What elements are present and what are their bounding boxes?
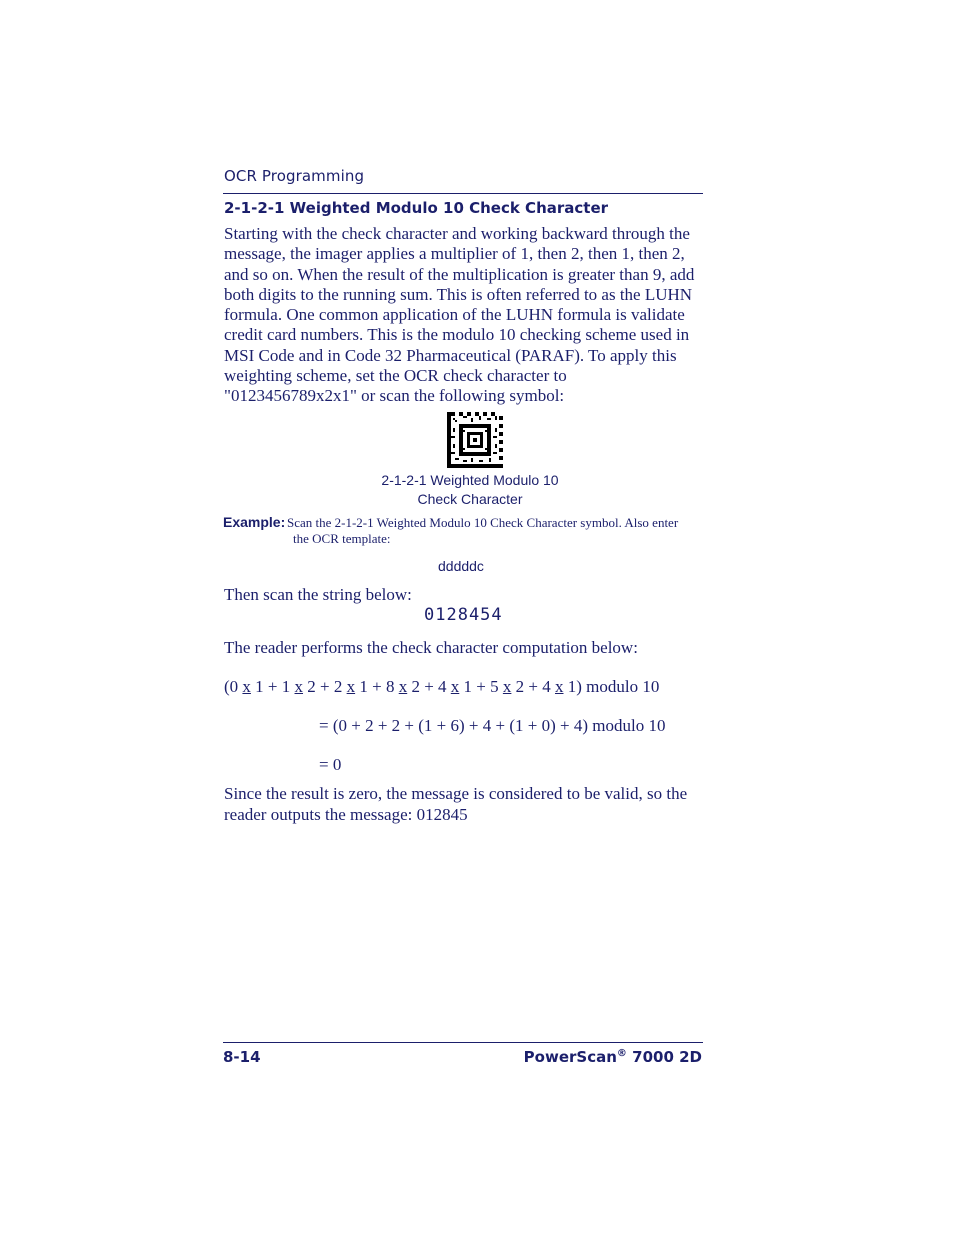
equation-line-3: = 0 xyxy=(319,755,342,774)
equation-line-1: (0 x 1 + 1 x 2 + 2 x 1 + 8 x 2 + 4 x 1 + 5 x 2 + 4 x 1) modulo 10 xyxy=(224,677,660,696)
example-text-line1: Scan the 2-1-2-1 Weighted Modulo 10 Check Character symbol. Also enter xyxy=(287,515,679,530)
barcode-caption xyxy=(370,471,570,509)
conclusion-paragraph: Since the result is zero, the message is considered to be valid, so the reader outputs the message: 012845 xyxy=(224,784,688,824)
footer-rule xyxy=(223,1042,703,1043)
page-number: 8-14 xyxy=(223,1048,261,1066)
datamatrix-barcode xyxy=(447,412,503,468)
ocr-template-value: dddddc xyxy=(438,558,484,574)
header-rule xyxy=(223,193,703,194)
product-name: PowerScan® 7000 2D xyxy=(523,1048,702,1066)
body-paragraph: Starting with the check character and working backward through the message, the imager applies a multiplier of 1, then 2, then 1, then 2, and so on. When the result of the multiplication is greater than 9, add both digits to the running sum. This is often referred to as the LUHN formula. One common application of the LUHN formula is validate credit card numbers. This is the modulo 10 checking scheme used in MSI Code and in Code 32 Pharmaceutical (PARAF). To apply this weighting scheme, set the OCR check character to "0123456789x2x1" or scan the following symbol: xyxy=(224,224,695,406)
running-header: OCR Programming xyxy=(224,167,365,185)
ocr-scan-string: 0128454 xyxy=(424,605,503,625)
barcode-caption-line1: 2-1-2-1 Weighted Modulo 10 xyxy=(381,472,559,488)
computation-intro: The reader performs the check character computation below: xyxy=(224,638,638,657)
example-text-line2: the OCR template: xyxy=(293,531,391,546)
example-text xyxy=(287,515,703,547)
equation-line-2: = (0 + 2 + 2 + (1 + 6) + 4 + (1 + 0) + 4) modulo 10 xyxy=(319,716,666,735)
barcode-caption-line2: Check Character xyxy=(417,491,523,507)
then-scan-text: Then scan the string below: xyxy=(224,585,412,604)
example-label: Example: xyxy=(223,514,286,530)
section-heading: 2-1-2-1 Weighted Modulo 10 Check Character xyxy=(224,199,609,217)
